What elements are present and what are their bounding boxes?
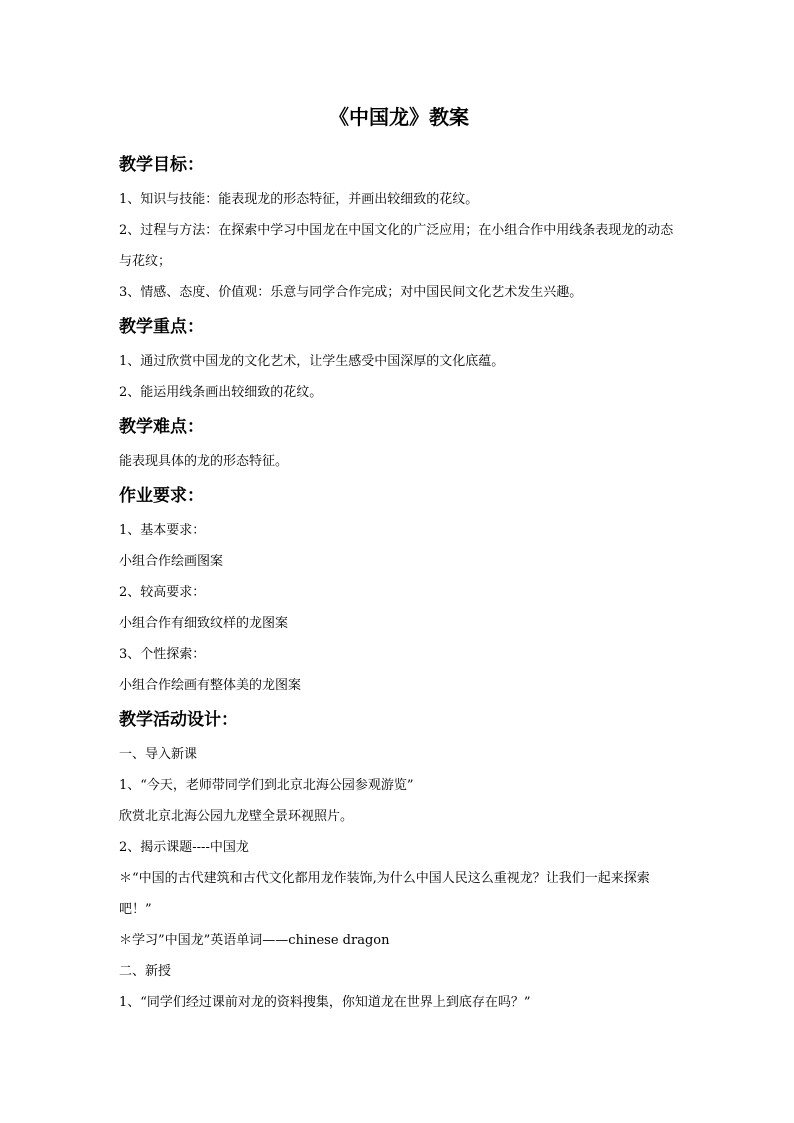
section-heading: 教学活动设计：: [119, 710, 238, 730]
section-heading: 教学重点：: [119, 317, 204, 337]
section-heading: 教学难点：: [119, 417, 204, 437]
paragraph: ＊学习”中国龙”英语单词——chinese dragon: [119, 933, 390, 948]
section-difficult-points: [119, 412, 679, 477]
section-teaching-goals: [119, 150, 679, 308]
paragraph: 二、新授: [119, 964, 172, 979]
paragraph: 小组合作绘画有整体美的龙图案: [119, 678, 302, 693]
paragraph: 2、较高要求：: [119, 585, 206, 600]
section-heading: 作业要求：: [119, 486, 204, 506]
paragraph: 小组合作有细致纹样的龙图案: [119, 616, 289, 631]
section-heading: 教学目标：: [119, 155, 204, 175]
paragraph: 1、基本要求：: [119, 523, 206, 538]
paragraph: 2、揭示课题----中国龙: [119, 840, 249, 855]
paragraph: 欣赏北京北海公园九龙壁全景环视照片。: [119, 809, 354, 824]
paragraph: 1、“今天，老师带同学们到北京北海公园参观游览”: [119, 778, 414, 793]
paragraph: 3、情感、态度、价值观：乐意与同学合作完成；对中国民间文化艺术发生兴趣。: [119, 285, 583, 300]
paragraph: 3、个性探索：: [119, 647, 206, 662]
paragraph: 2、过程与方法：在探索中学习中国龙在中国文化的广泛应用；在小组合作中用线条表现龙的动态与花纹；: [119, 223, 674, 269]
section-activity-design: [119, 705, 679, 1018]
section-key-points: [119, 312, 679, 408]
paragraph: 2、能运用线条画出较细致的花纹。: [119, 385, 323, 400]
paragraph: 1、通过欣赏中国龙的文化艺术，让学生感受中国深厚的文化底蕴。: [119, 354, 505, 369]
paragraph: 能表现具体的龙的形态特征。: [119, 454, 289, 469]
paragraph: 1、“同学们经过课前对龙的资料搜集，你知道龙在世界上到底存在吗？”: [119, 995, 531, 1010]
paragraph: 小组合作绘画图案: [119, 554, 224, 569]
section-homework-requirements: [119, 481, 679, 701]
paragraph: 一、导入新课: [119, 747, 198, 762]
paragraph: ＊“中国的古代建筑和古代文化都用龙作装饰,为什么中国人民这么重视龙？让我们一起来探索吧！”: [119, 871, 650, 917]
document-page: [119, 100, 679, 1018]
document-title: 《中国龙》教案: [329, 105, 469, 129]
paragraph: 1、知识与技能：能表现龙的形态特征，并画出较细致的花纹。: [119, 192, 479, 207]
